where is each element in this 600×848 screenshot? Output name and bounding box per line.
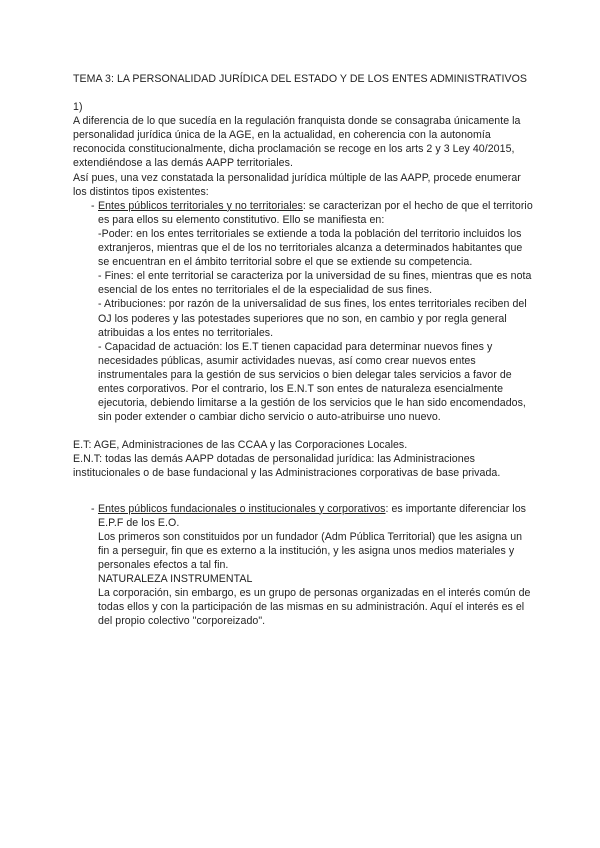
intro-paragraph-2: Así pues, una vez constatada la personalidad jurídica múltiple de las AAPP, procede enumerar los distintos tipos existentes: (73, 171, 521, 198)
spacer (73, 495, 533, 502)
bullet-dash: - (91, 502, 95, 515)
bullet-fundacionales (73, 502, 533, 629)
definition-et: E.T: AGE, Administraciones de las CCAA y las Corporaciones Locales. (73, 439, 408, 452)
bullet-territoriales (73, 199, 533, 425)
paragraph-fundacionales: Los primeros son constituidos por un fundador (Adm Pública Territorial) que les asigna un fin a perseguir, fin que es externo a la institución, y les asigna unos medios materiales y personales efectos a tal fin. (98, 530, 523, 571)
item-capacidad-actuacion: - Capacidad de actuación: los E.T tienen capacidad para determinar nuevos fines y necesidades públicas, asumir actividades nuevas, así como crear nuevos entes instrumentales para la gestión de sus servicios o bien delegar tales servicios a favor de entes corporativos. Por el contrario, los E.N.T son entes de naturaleza esencialmente ejecutoria, debiendo limitarse a la gestión de los servicios que le han sido encomendados, sin poder extender o cambiar dicho servicio o auto-atribuirse uno nuevo. (98, 340, 526, 424)
bullet-territoriales-text (98, 199, 533, 227)
bullet-territoriales-lead: : se caracterizan por el hecho de que el territorio es para ellos su elemento constitutivo. Ello se manifiesta en: (98, 199, 533, 226)
spacer (73, 424, 533, 438)
item-poder: -Poder: en los entes territoriales se extiende a toda la población del territorio incluidos los extranjeros, mientras que el de los no territoriales alcanza a determinados habitantes que se encuentran en el ámbito territorial sobre el que se extiende su competencia. (98, 227, 523, 269)
intro-paragraph-1: A diferencia de lo que sucedía en la regulación franquista donde se consagraba únicamente la personalidad jurídica única de la AGE, en la actualidad, en coherencia con la autonomía reconocida constitucionalmente, dicha proclamación se recoge en los arts 2 y 3 Ley 40/2015, extendiéndose a las demás AAPP territoriales. (73, 115, 521, 170)
bullet-fundacionales-heading: Entes públicos fundacionales o institucionales y corporativos (98, 502, 386, 515)
paragraph-corporacion: La corporación, sin embargo, es un grupo de personas organizadas en el interés común de todas ellos y con la participación de las mismas en su administración. Aquí el interés es el del propio colectivo "corporeizado". (98, 587, 531, 628)
bullet-fundacionales-text (98, 502, 533, 530)
spacer (73, 86, 533, 100)
spacer (73, 481, 533, 495)
bullet-fundacionales-lead: : es importante diferenciar los E.P.F de los E.O. (98, 502, 526, 529)
item-atribuciones: - Atribuciones: por razón de la universalidad de sus fines, los entes territoriales reciben del OJ los poderes y las potestades superiores que no son, en cambio y por regla general atribuidas a los entes no territoriales. (98, 298, 527, 339)
bullet-territoriales-heading: Entes públicos territoriales y no territoriales (98, 199, 303, 212)
section-number: 1) (73, 101, 83, 114)
heading-naturaleza-instrumental: NATURALEZA INSTRUMENTAL (98, 573, 253, 585)
document-body (73, 72, 533, 628)
bullet-dash: - (91, 199, 95, 212)
document-title: TEMA 3: LA PERSONALIDAD JURÍDICA DEL ESTADO Y DE LOS ENTES ADMINISTRATIVOS (73, 73, 528, 85)
item-fines: - Fines: el ente territorial se caracteriza por la universidad de su fines, mientras que es nota esencial de los entes no territoriales el de la especialidad de sus fines. (98, 270, 532, 297)
definition-ent: E.N.T: todas las demás AAPP dotadas de personalidad jurídica: las Administraciones institucionales o de base fundacional y las Administraciones corporativas de base privada. (73, 453, 501, 480)
